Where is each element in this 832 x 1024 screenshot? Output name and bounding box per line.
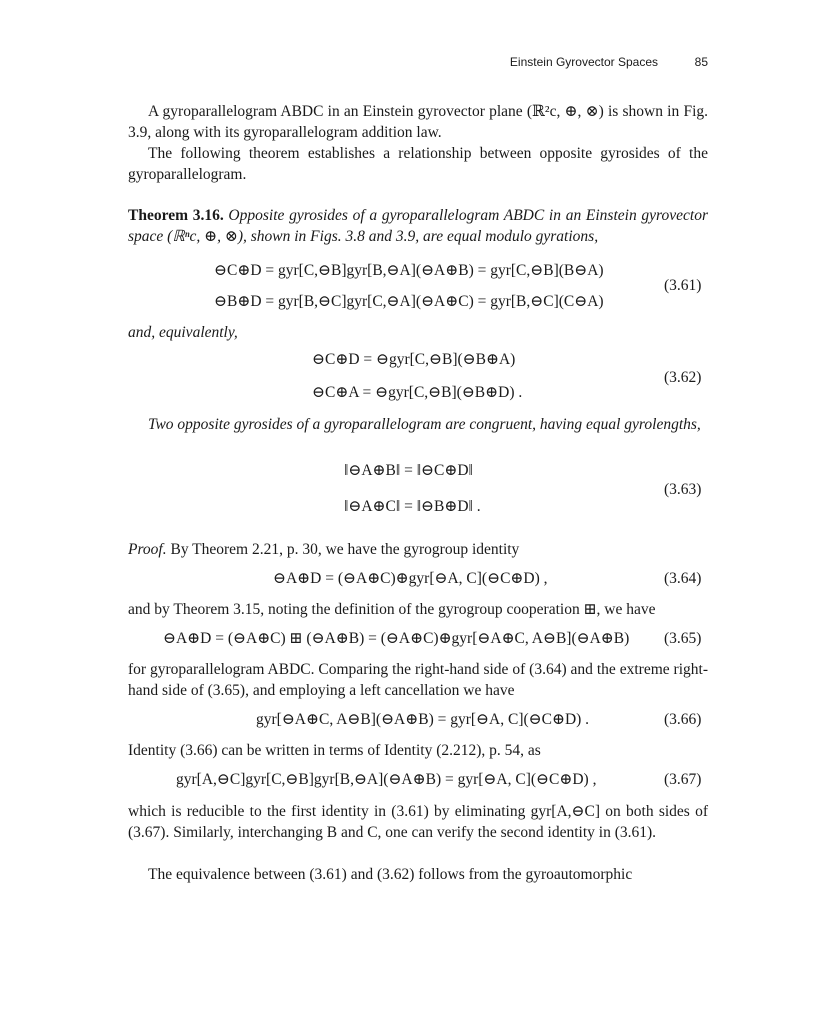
theorem-statement [128, 205, 708, 247]
equivalently-text: and, equivalently, [128, 324, 238, 341]
page-number: 85 [694, 55, 708, 69]
proof-paragraph-3: for gyroparallelogram ABDC. Comparing the right-hand side of (3.64) and the extreme right-hand side of (3.65), and employing a left cancellation we have [128, 661, 708, 699]
equation-number-3-67: (3.67) [664, 771, 702, 788]
equation-3-67: gyr[A,⊖C]gyr[C,⊖B]gyr[B,⊖A](⊖A⊕B) = gyr[⊖A, C](⊖C⊕D) , [176, 771, 597, 788]
equation-3-65: ⊖A⊕D = (⊖A⊕C) ⊞ (⊖A⊕B) = (⊖A⊕C)⊕gyr[⊖A⊕C, A⊖B](⊖A⊕B) [163, 630, 630, 647]
theorem-statement-2: Two opposite gyrosides of a gyroparallelogram are congruent, having equal gyrolengths, [148, 416, 701, 433]
theorem-text: Opposite gyrosides of a gyroparallelogram ABDC in an Einstein gyrovector space (ℝⁿc, ⊕, ⊗), shown in Figs. 3.8 and 3.9, are equal modulo gyrations, [128, 207, 708, 245]
equation-3-61-line1: ⊖C⊕D = gyr[C,⊖B]gyr[B,⊖A](⊖A⊕B) = gyr[C,⊖B](B⊖A) [214, 262, 604, 279]
proof-label: Proof. [128, 541, 167, 558]
equation-3-66: gyr[⊖A⊕C, A⊖B](⊖A⊕B) = gyr[⊖A, C](⊖C⊕D) . [256, 711, 590, 728]
proof-paragraph-6: The equivalence between (3.61) and (3.62) follows from the gyroautomorphic [148, 866, 633, 883]
equation-3-61-line2: ⊖B⊕D = gyr[B,⊖C]gyr[C,⊖A](⊖A⊕C) = gyr[B,⊖C](C⊖A) [214, 293, 604, 310]
equation-number-3-65: (3.65) [664, 630, 702, 647]
intro-paragraph-1: A gyroparallelogram ABDC in an Einstein gyrovector plane (ℝ²c, ⊕, ⊗) is shown in Fig. 3.9, along with its gyroparallelogram addition law. [128, 103, 708, 141]
equation-3-63-line2: ‖⊖A⊕C‖ = ‖⊖B⊕D‖ . [344, 498, 481, 515]
proof-paragraph-1 [128, 539, 708, 560]
equation-3-62-line2: ⊖C⊕A = ⊖gyr[C,⊖B](⊖B⊕D) . [312, 384, 523, 401]
running-title: Einstein Gyrovector Spaces [509, 55, 658, 69]
equation-number-3-61: (3.61) [664, 277, 702, 294]
equation-3-62-line1: ⊖C⊕D = ⊖gyr[C,⊖B](⊖B⊕A) [312, 351, 516, 368]
running-header [128, 55, 708, 73]
equation-3-64: ⊖A⊕D = (⊖A⊕C)⊕gyr[⊖A, C](⊖C⊕D) , [273, 570, 548, 587]
proof-text-1: By Theorem 2.21, p. 30, we have the gyrogroup identity [170, 541, 520, 558]
equation-number-3-66: (3.66) [664, 711, 702, 728]
equation-number-3-62: (3.62) [664, 369, 702, 386]
equation-number-3-64: (3.64) [664, 570, 702, 587]
equation-3-63-line1: ‖⊖A⊕B‖ = ‖⊖C⊕D‖ [344, 462, 473, 479]
proof-paragraph-5: which is reducible to the first identity in (3.61) by eliminating gyr[A,⊖C] on both sides of (3.67). Similarly, interchanging B and C, one can verify the second identity in (3.61). [128, 803, 708, 841]
equation-number-3-63: (3.63) [664, 481, 702, 498]
intro-paragraph-2: The following theorem establishes a relationship between opposite gyrosides of the gyroparallelogram. [128, 145, 708, 183]
proof-paragraph-2: and by Theorem 3.15, noting the definition of the gyrogroup cooperation ⊞, we have [128, 601, 656, 618]
theorem-label: Theorem 3.16. [128, 207, 224, 224]
proof-paragraph-4: Identity (3.66) can be written in terms of Identity (2.212), p. 54, as [128, 742, 541, 759]
